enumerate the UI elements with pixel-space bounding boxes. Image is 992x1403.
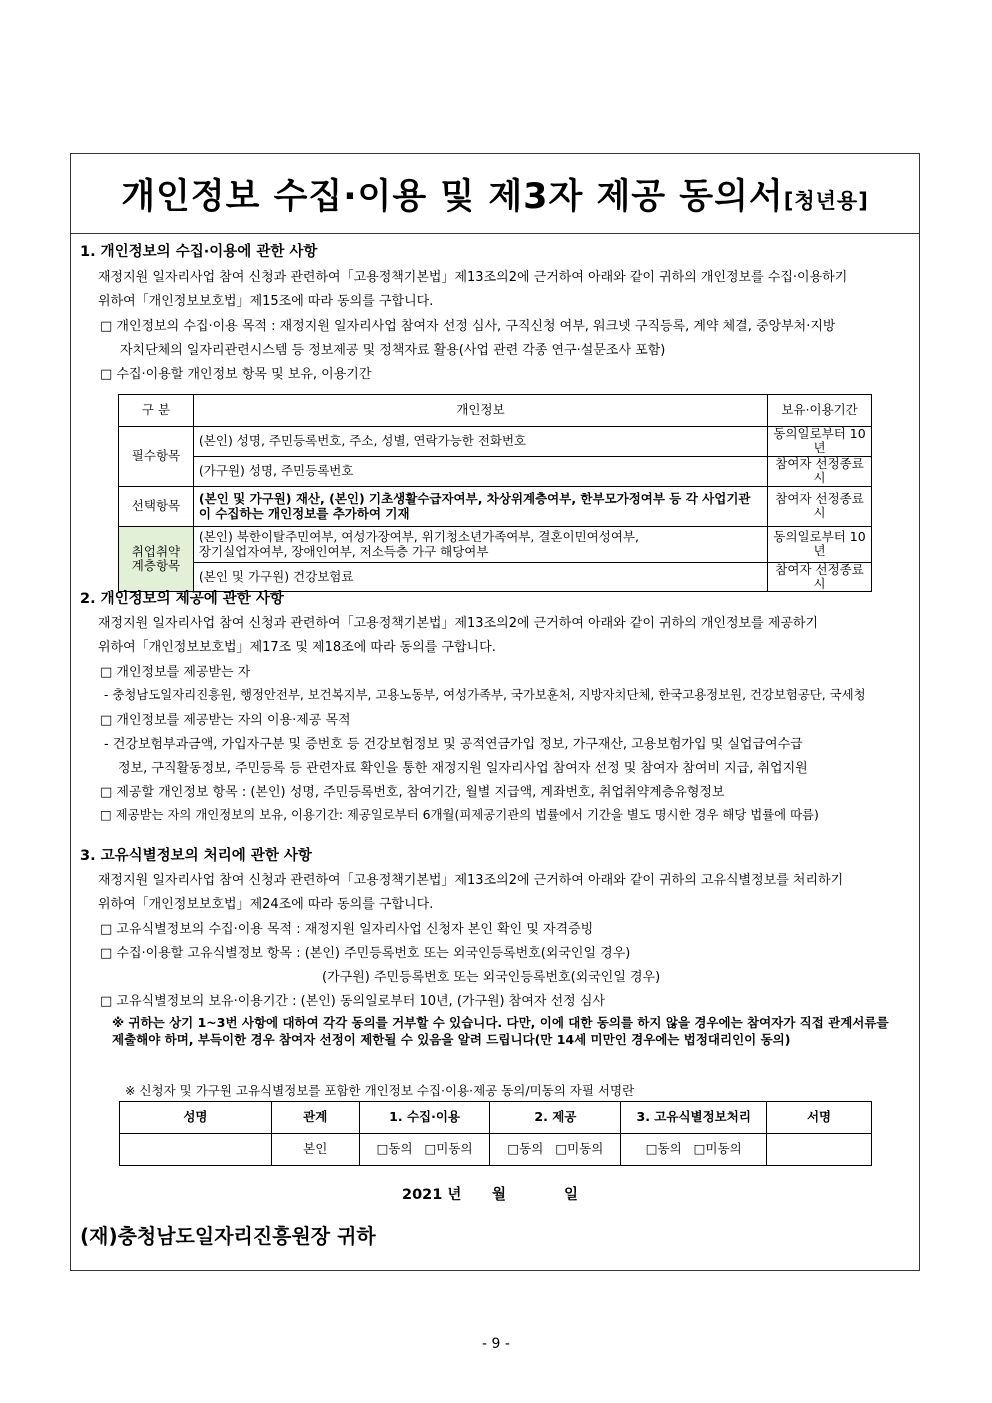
required-info-household: (가구원) 성명, 주민등록번호 [193,456,767,486]
provision-agree-checkbox[interactable]: □동의 [507,1141,544,1157]
section2-retention: □ 제공받는 자의 개인정보의 보유, 이용기간: 제공일로부터 6개월(피제공기관의 법률에서 기간을 별도 명시한 경우 해당 법률에 따름) [100,807,819,822]
provision-disagree-checkbox[interactable]: □미동의 [555,1141,604,1157]
title-box [71,154,919,234]
vulnerable-info-line2: 장기실업자여부, 장애인여부, 저소득층 가구 해당여부 [198,544,489,559]
vulnerable-period-health: 참여자 선정종료시 [768,562,872,592]
section1-purpose-line2: 자치단체의 일자리관련시스템 등 정보제공 및 정책자료 활용(사업 관련 각종 연구·설문조사 포함) [120,343,666,358]
date-month: 월 [492,1187,507,1203]
form-title-main: 개인정보 수집·이용 및 제3자 제공 동의서 [121,176,784,217]
section3-intro-line2: 위하여「개인정보보호법」제24조에 따라 동의를 구합니다. [98,897,434,912]
vulnerable-label [119,526,194,592]
optional-info: (본인 및 가구원) 재산, (본인) 기초생활수급자여부, 차상위계층여부, 한부모가정여부 등 각 사업기관이 수집하는 개인정보를 추가하여 기재 [193,486,767,526]
sig-header-name: 성명 [120,1102,272,1134]
vulnerable-period-self: 동의일로부터 10년 [768,526,872,562]
section1-items-label: □ 수집·이용할 개인정보 항목 및 보유, 이용기간 [100,367,372,382]
section2-recipients-label: □ 개인정보를 제공받는 자 [100,665,251,680]
sig-header-provision: 2. 제공 [490,1102,621,1134]
section2-items: □ 제공할 개인정보 항목 : (본인) 성명, 주민등록번호, 참여기간, 월별 지급액, 계좌번호, 취업취약계층유형정보 [100,785,725,800]
signature-table [119,1101,872,1166]
collection-disagree-checkbox[interactable]: □미동의 [424,1141,473,1157]
section3-intro-line1: 재정지원 일자리사업 참여 신청과 관련하여「고용정책기본법」제13조의2에 근거하여 아래와 같이 귀하의 고유식별정보를 처리하기 [98,873,844,888]
personal-info-table [118,394,872,592]
collection-agree-checkbox[interactable]: □동의 [376,1141,413,1157]
section1-purpose-line1: □ 개인정보의 수집·이용 목적 : 재정지원 일자리사업 참여자 선정 심사, 구직신청 여부, 워크넷 구직등록, 계약 체결, 중앙부처·지방 [100,319,836,334]
section3-retention: □ 고유식별정보의 보유·이용기간 : (본인) 동의일로부터 10년, (가구원) 참여자 선정 심사 [100,994,605,1009]
required-label: 필수항목 [119,427,194,487]
optional-period: 참여자 선정종료시 [768,486,872,526]
table-row [119,456,872,486]
section2-intro-line2: 위하여「개인정보보호법」제17조 및 제18조에 따라 동의를 구합니다. [98,640,496,655]
table-row [119,427,872,457]
date-year: 2021 년 [402,1187,462,1203]
page-number: - 9 - [482,1336,510,1352]
header-info: 개인정보 [193,395,767,427]
form-title [121,169,869,219]
required-period-self: 동의일로부터 10년 [768,427,872,457]
section3-heading: 3. 고유식별정보의 처리에 관한 사항 [80,848,312,864]
required-info-self: (본인) 성명, 주민등록번호, 주소, 성별, 연락가능한 전화번호 [193,427,767,457]
table-row [119,526,872,562]
section1-intro-line1: 재정지원 일자리사업 참여 신청과 관련하여「고용정책기본법」제13조의2에 근거하여 아래와 같이 귀하의 개인정보를 수집·이용하기 [98,270,848,285]
relation-cell: 본인 [271,1134,359,1166]
header-category: 구 분 [119,395,194,427]
signature-row [120,1134,872,1166]
section2-intro-line1: 재정지원 일자리사업 참여 신청과 관련하여「고용정책기본법」제13조의2에 근거하여 아래와 같이 귀하의 개인정보를 제공하기 [98,616,819,631]
form-title-sub: [청년용] [783,188,869,213]
section2-recipients: - 충청남도일자리진흥원, 행정안전부, 보건복지부, 고용노동부, 여성가족부, 국가보훈처, 지방자치단체, 한국고용정보원, 건강보험공단, 국세청 [104,687,866,702]
addressee: (재)충청남도일자리진흥원장 귀하 [80,1224,376,1248]
sig-header-unique-id: 3. 고유식별정보처리 [621,1102,767,1134]
unique-id-agree-checkbox[interactable]: □동의 [645,1141,682,1157]
section2-purpose-line1: - 건강보험부과금액, 가입자구분 및 증번호 등 건강보험정보 및 공적연금가입 정보, 가구재산, 고용보험가입 및 실업급여수급 [104,737,803,752]
date-day: 일 [564,1187,579,1203]
collection-consent-cell [359,1134,490,1166]
optional-label: 선택항목 [119,486,194,526]
table-row [119,486,872,526]
provision-consent-cell [490,1134,621,1166]
required-period-household: 참여자 선정종료시 [768,456,872,486]
vulnerable-info-line1: (본인) 북한이탈주민여부, 여성가장여부, 위기청소년가족여부, 결혼이민여성여부, [198,529,639,544]
signature-input-cell[interactable] [767,1134,872,1166]
vulnerable-info-health: (본인 및 가구원) 건강보험료 [193,562,767,592]
section2-purpose-label: □ 개인정보를 제공받는 자의 이용·제공 목적 [100,713,351,728]
refusal-notice: ※ 귀하는 상기 1~3번 사항에 대하여 각각 동의를 거부할 수 있습니다. 다만, 이에 대한 동의를 하지 않을 경우에는 참여자가 직접 관계서류를 제출해야 하며, 부득이한 경우 참여자 선정이 제한될 수 있음을 알려 드립니다(만 14세 미만인 경우에는 법정대리인이 동의) [112,1015,889,1047]
section1-heading: 1. 개인정보의 수집·이용에 관한 사항 [80,244,318,260]
vulnerable-label-line1: 취업취약 [131,543,181,559]
section2-purpose-line2: 정보, 구직활동정보, 주민등록 등 관련자료 확인을 통한 재정지원 일자리사업 참여자 선정 및 참여자 참여비 지급, 취업지원 [118,761,808,776]
sig-header-collection: 1. 수집·이용 [359,1102,490,1134]
section2-heading: 2. 개인정보의 제공에 관한 사항 [80,591,284,607]
section1-intro-line2: 위하여「개인정보보호법」제15조에 따라 동의를 구합니다. [98,294,434,309]
unique-id-disagree-checkbox[interactable]: □미동의 [693,1141,742,1157]
section3-purpose: □ 고유식별정보의 수집·이용 목적 : 재정지원 일자리사업 신청자 본인 확인 및 자격증빙 [100,922,594,937]
signature-header-row [120,1102,872,1134]
section3-items-line1: □ 수집·이용할 고유식별정보 항목 : (본인) 주민등록번호 또는 외국인등록번호(외국인일 경우) [100,946,631,961]
unique-id-consent-cell [621,1134,767,1166]
section3-items-line2: (가구원) 주민등록번호 또는 외국인등록번호(외국인일 경우) [322,970,661,985]
name-input-cell[interactable] [120,1134,272,1166]
signature-note: ※ 신청자 및 가구원 고유식별정보를 포함한 개인정보 수집·이용·제공 동의/미동의 자필 서명란 [125,1083,635,1098]
header-period: 보유·이용기간 [768,395,872,427]
vulnerable-label-line2: 계층항목 [131,557,181,573]
vulnerable-info-self [193,526,767,562]
table-header-row [119,395,872,427]
sig-header-relation: 관계 [271,1102,359,1134]
sig-header-signature: 서명 [767,1102,872,1134]
